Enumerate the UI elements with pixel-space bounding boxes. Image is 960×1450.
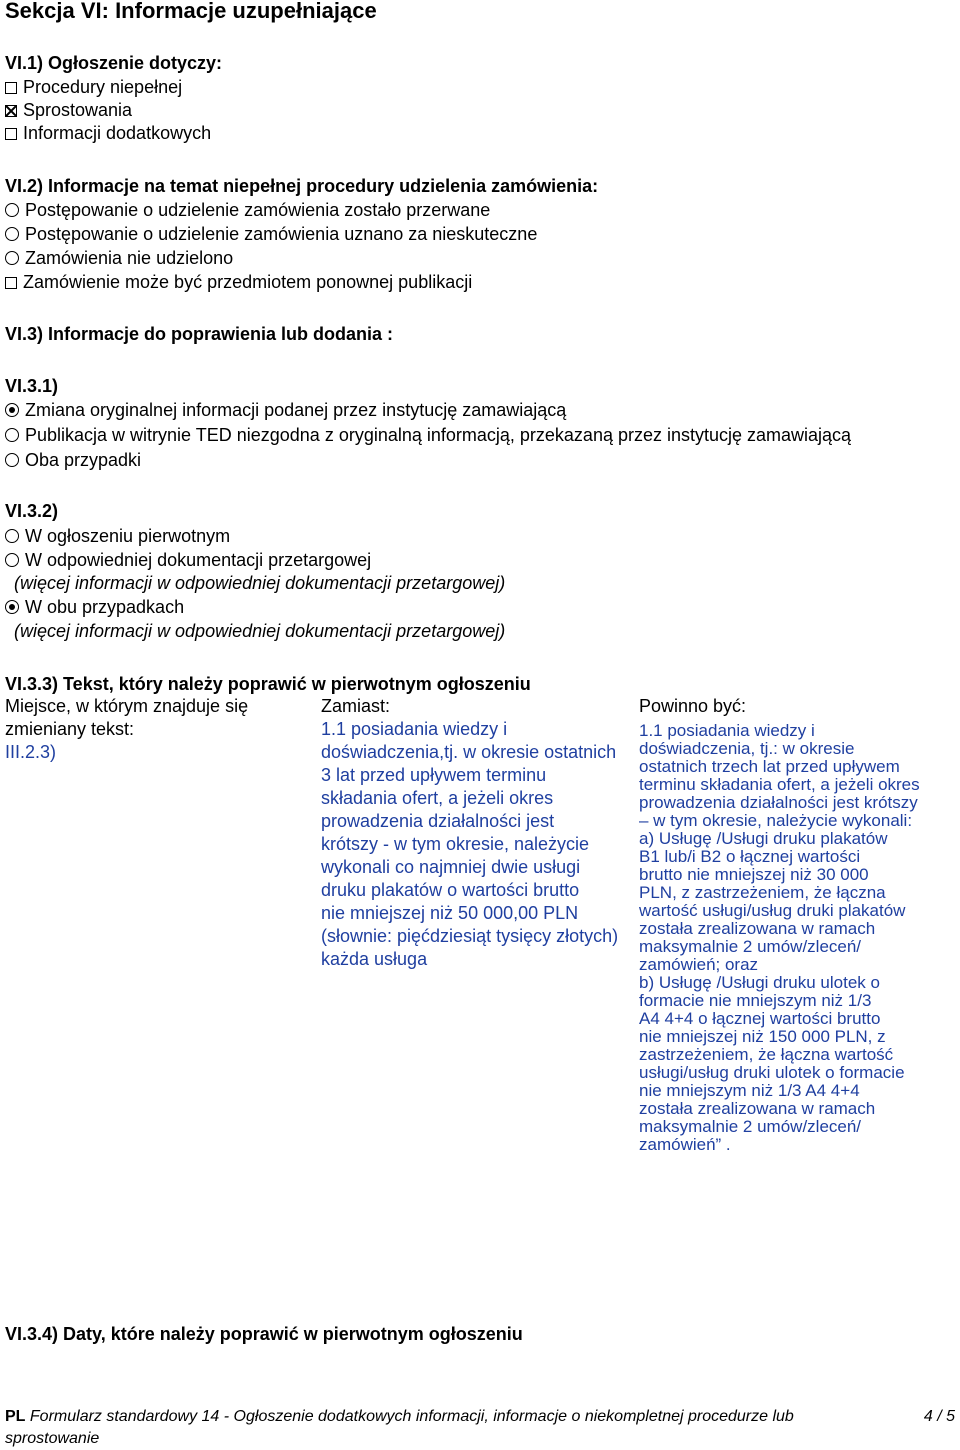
vi31-heading: VI.3.1) [5, 376, 59, 396]
radio-empty-icon [5, 227, 19, 241]
text-line: druku plakatów o wartości brutto [321, 880, 580, 900]
text-line: A4 4+4 o łącznej wartości brutto [639, 1009, 881, 1028]
vi2-heading: VI.2) Informacje na temat niepełnej procedury udzielenia zamówienia: [5, 176, 599, 196]
col-instead-text [321, 718, 618, 971]
text-line: (słownie: pięćdziesiąt tysięcy złotych) [321, 926, 619, 946]
radio-selected-icon [5, 600, 19, 614]
radio-empty-icon [5, 251, 19, 265]
vi3-heading: VI.3) Informacje do poprawienia lub dodania : [5, 324, 394, 344]
option-label: Zmiana oryginalnej informacji podanej przez instytucję zamawiającą [25, 400, 567, 420]
text-line: B1 lub/i B2 o łącznej wartości [639, 847, 861, 866]
text-line: doświadczenia,tj. w okresie ostatnich [321, 742, 617, 762]
text-line: formacie nie mniejszym niż 1/3 [639, 991, 872, 1010]
col-location-header: Miejsce, w którym znajduje się [5, 696, 249, 716]
text-line: została zrealizowana w ramach [639, 1099, 876, 1118]
radio-empty-icon [5, 428, 19, 442]
footer-form-cont: sprostowanie [5, 1430, 100, 1447]
page-footer [5, 1406, 955, 1450]
col-instead-header: Zamiast: [321, 696, 391, 716]
option-label: W odpowiedniej dokumentacji przetargowej [25, 550, 372, 570]
text-line: każda usługa [321, 949, 428, 969]
text-line: brutto nie mniejszej niż 30 000 [639, 865, 869, 884]
text-line: krótszy - w tym okresie, należycie [321, 834, 590, 854]
checkbox-checked-icon [5, 105, 17, 117]
vi1-option-sprostowania [5, 99, 132, 121]
vi2-option-nie-udzielono [5, 247, 233, 269]
option-label: Zamówienie może być przedmiotem ponownej publikacji [23, 272, 473, 292]
radio-empty-icon [5, 553, 19, 567]
option-label: Informacji dodatkowych [23, 123, 212, 143]
text-line: ostatnich trzech lat przed upływem [639, 757, 900, 776]
vi34-heading: VI.3.4) Daty, które należy poprawić w pierwotnym ogłoszeniu [5, 1324, 523, 1344]
text-line: prowadzenia działalności jest [321, 811, 555, 831]
option-label: Publikacja w witrynie TED niezgodna z oryginalną informacją, przekazaną przez instytucję zamawiającą [25, 425, 852, 445]
text-line: zamówień; oraz [639, 955, 759, 974]
footer-lang: PL [5, 1408, 26, 1425]
vi1-option-informacji [5, 122, 211, 144]
option-label: Postępowanie o udzielenie zamówienia uznano za nieskuteczne [25, 224, 538, 244]
vi33-heading: VI.3.3) Tekst, który należy poprawić w pierwotnym ogłoszeniu [5, 674, 531, 694]
vi31-option-zmiana [5, 399, 566, 421]
vi32-heading: VI.3.2) [5, 501, 59, 521]
option-label: Postępowanie o udzielenie zamówienia zostało przerwane [25, 200, 491, 220]
radio-empty-icon [5, 453, 19, 467]
vi32-note: (więcej informacji w odpowiedniej dokumentacji przetargowej) [14, 621, 506, 641]
vi2-option-przerwane [5, 199, 490, 221]
text-line: PLN, z zastrzeżeniem, że łączna [639, 883, 886, 902]
text-line: nie mniejszej niż 50 000,00 PLN [321, 903, 579, 923]
vi31-option-ted [5, 424, 851, 446]
text-line: została zrealizowana w ramach [639, 919, 876, 938]
section-title: Sekcja VI: Informacje uzupełniające [5, 0, 377, 23]
text-line: zastrzeżeniem, że łączna wartość [639, 1045, 894, 1064]
checkbox-empty-icon [5, 82, 17, 94]
text-line: prowadzenia działalności jest krótszy [639, 793, 918, 812]
text-line: a) Usługę /Usługi druku plakatów [639, 829, 888, 848]
col-should-be [639, 695, 920, 1154]
vi32-option-dokumentacja [5, 549, 371, 571]
text-line: b) Usługę /Usługi druku ulotek o [639, 973, 880, 992]
text-line: maksymalnie 2 umów/zleceń/ [639, 937, 862, 956]
col-instead [321, 695, 618, 971]
option-label: W ogłoszeniu pierwotnym [25, 526, 231, 546]
text-line: – w tym okresie, należycie wykonali: [639, 811, 913, 830]
option-label: W obu przypadkach [25, 597, 185, 617]
text-line: 1.1 posiadania wiedzy i [321, 719, 508, 739]
option-label: Oba przypadki [25, 450, 142, 470]
col-location-header: zmieniany tekst: [5, 719, 135, 739]
checkbox-empty-icon [5, 277, 17, 289]
radio-empty-icon [5, 529, 19, 543]
vi2-option-ponowna-publikacja [5, 271, 472, 293]
vi32-option-obu [5, 596, 184, 618]
text-line: nie mniejszej niż 150 000 PLN, z [639, 1027, 886, 1046]
vi1-option-procedury [5, 76, 182, 98]
vi32-option-pierwotne [5, 525, 230, 547]
text-line: doświadczenia, tj.: w okresie [639, 739, 855, 758]
footer-form: Formularz standardowy 14 - Ogłoszenie dodatkowych informacji, informacje o niekompletnej procedurze lub [29, 1408, 794, 1425]
text-line: wartość usługi/usług druki plakatów [639, 901, 906, 920]
radio-empty-icon [5, 203, 19, 217]
text-line: składania ofert, a jeżeli okres [321, 788, 554, 808]
option-label: Zamówienia nie udzielono [25, 248, 234, 268]
col-should-be-text [639, 722, 920, 1154]
text-line: 1.1 posiadania wiedzy i [639, 721, 815, 740]
text-line: nie mniejszym niż 1/3 A4 4+4 [639, 1081, 860, 1100]
text-line: maksymalnie 2 umów/zleceń/ [639, 1117, 862, 1136]
text-line: terminu składania ofert, a jeżeli okres [639, 775, 920, 794]
col-location [5, 695, 248, 764]
text-line: zamówień” . [639, 1135, 731, 1154]
vi1-heading: VI.1) Ogłoszenie dotyczy: [5, 53, 223, 73]
col-should-be-header: Powinno być: [639, 696, 747, 716]
vi32-note: (więcej informacji w odpowiedniej dokumentacji przetargowej) [14, 573, 506, 593]
col-location-value: III.2.3) [5, 742, 57, 762]
vi2-option-nieskuteczne [5, 223, 537, 245]
text-line: 3 lat przed upływem terminu [321, 765, 547, 785]
text-line: wykonali co najmniej dwie usługi [321, 857, 581, 877]
text-line: usługi/usług druki ulotek o formacie [639, 1063, 905, 1082]
checkbox-empty-icon [5, 128, 17, 140]
option-label: Procedury niepełnej [23, 77, 183, 97]
option-label: Sprostowania [23, 100, 133, 120]
vi31-option-oba [5, 449, 141, 471]
radio-selected-icon [5, 403, 19, 417]
footer-page: 4 / 5 [923, 1408, 955, 1425]
